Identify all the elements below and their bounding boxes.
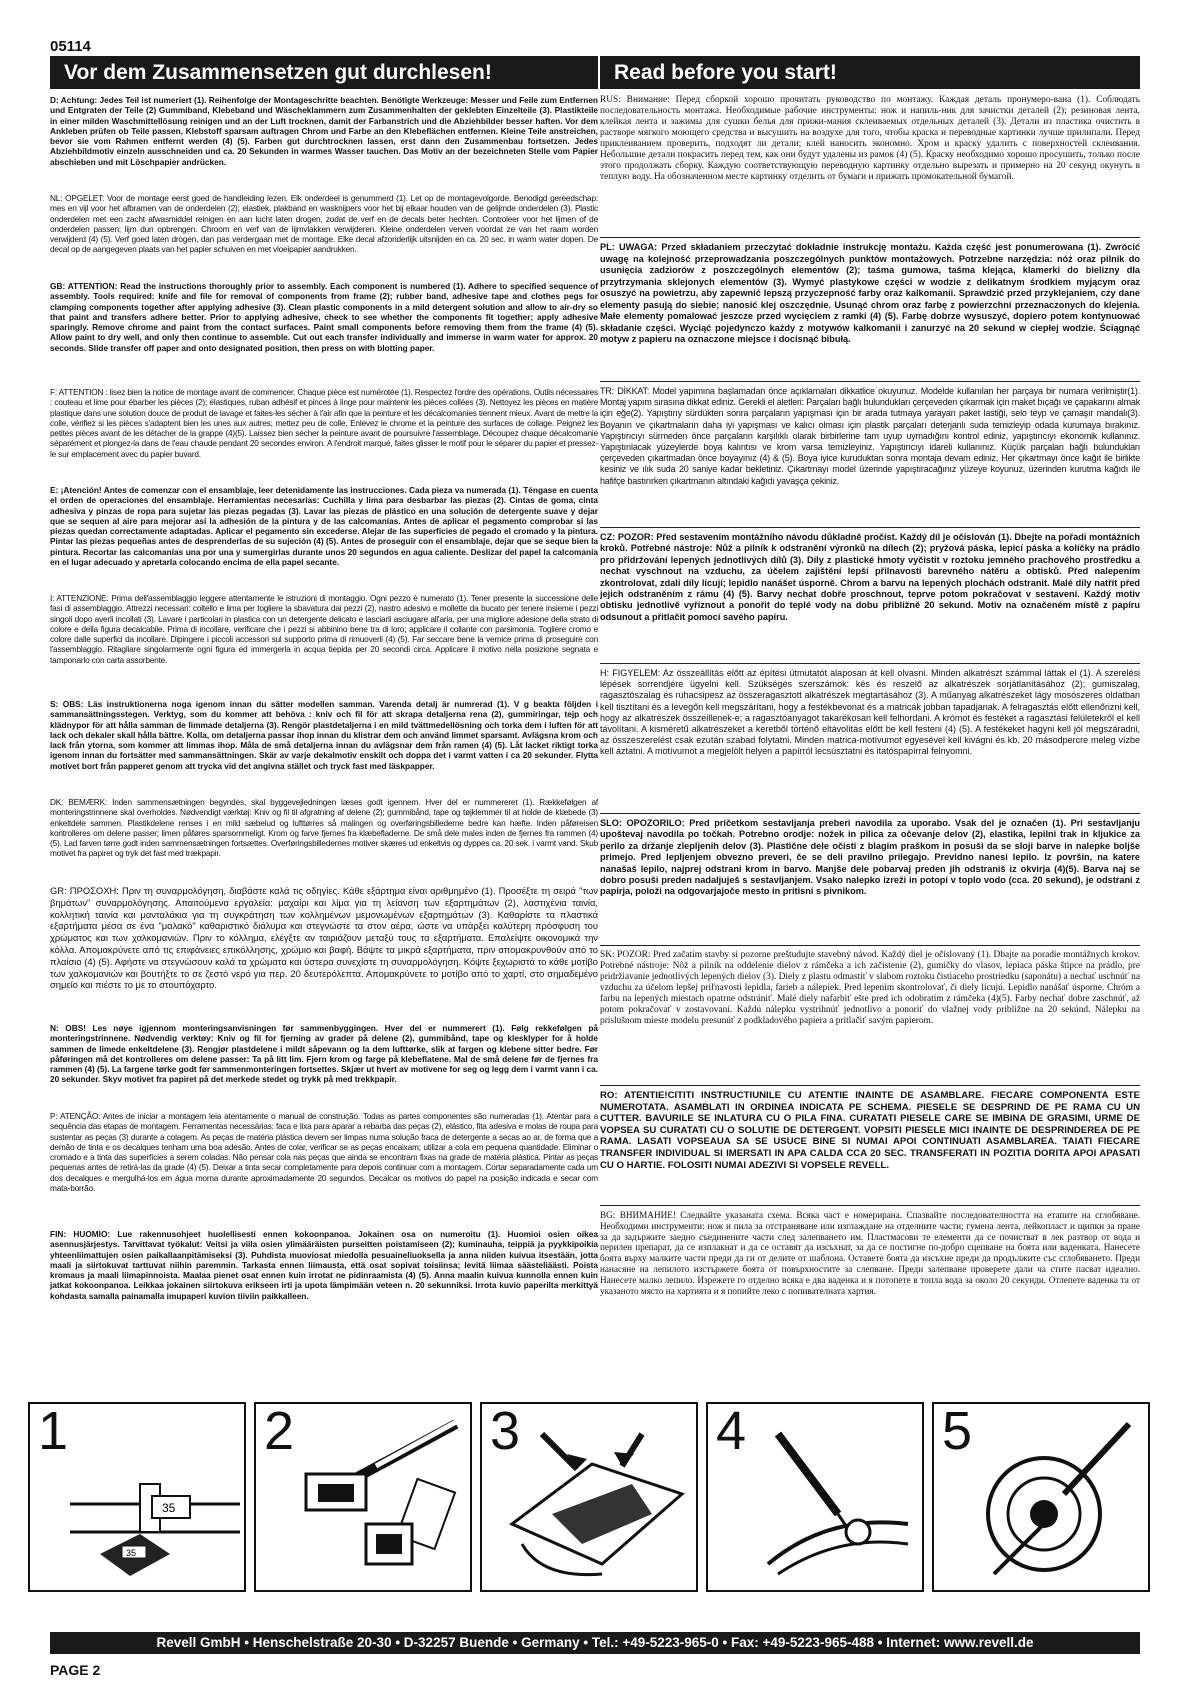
instruction-sk: SK: POZOR: Pred začatím stavby si pozorne preštudujte stavebný návod. Každý diel je očíslovaný (1). Dbajte na poradie montážnych krokov. Potrebné nástroje: Nôž a pilník na oddelenie dielov z rámčeka a ich začistenie (2), gumičky do vlasov, lepiaca páska štipce na prádlo, pre pridržiavanie jednotlivých lepených dielov (3). Diely z plastu odmastiť v slabom roztoku čistiaceho prostriedku (saponátu) a nechať uschnúť na vzduchu za účelom lepšej priľnavosti lepidla, farieb a nálepiek. Pred lepením skontrolovať, či diely lícujú. Lepidlo nanášať úsporne. Chróm a farbu na lepených miestach opatrne odstrániť. Malé diely nafarbiť ešte pred ich odobratím z rámčeka (4)(5). Farby nechať dobre zaschnúť, až potom pokračovať v zostavovaní. Každú nálepku vystrihnúť jednotlivo a ponoriť do vlažnej vody približne na 20 sekúnd. Nálepku na príslušnom mieste modelu presunúť z podkladového papiera a pritlačiť savým papierom. xyxy=(600,945,1140,1084)
instruction-it: I: ATTENZIONE: Prima dell'assemblaggio leggere attentamente le istruzioni di montaggio. Ogni pezzo è numerato (1). Tener presente la successione delle fasi di assemblaggio. Attrezzi necessari: coltello e lima per togliere la sbavatura dai pezzi (2), nastro adesivo e mollette da bucato per tenere insieme i pezzi singoli dopo averli incollati (3). Lavare i particolari in plastica con un detergente delicato e lasciarli asciugare all'aria, per una migliore adesione della strato di colore e della figura decalcabile. Prima di incollare, verificare che i pezzi si abbinino bene tra di loro; applicare il collante con parsimonia. Togliere cromo e colore dalle superfici da incollare. Dipingere i piccoli accessori sul supporto prima di rimuoverli (4) (5). Far seccare bene la vernice prima di proseguire con l'assemblaggio. Ritagliare singolarmente ogni figura ed immergerla in acqua tiepida per 20 secondi circa. Applicare il motivo nella posizione segnata e tamponarlo con carta assorbente. xyxy=(50,593,598,665)
header-banner-english: Read before you start! xyxy=(600,56,1140,89)
instruction-bg: BG: ВНИМАНИЕ! Следвайте указаната схема. Всяка част е номерирана. Спазвайте последователността на етапите на сглобяване. Необходими инструменти: нож и пила за отстраняване или изглаждане на отделните части; гумена лента, лейкопласт и щипки за пране за да задържите заедно съединените части след залепването им. Пластмасови те елементи да се почистват в лек разтвор от вода и перилен препарат, да се изплакнат и да се оставят да изсъхнат, за да се постигне по-добро сцепване на боята или ваденката. Нанесете боята върху малките части преди да ги от делите от шаблона. Оставете боята да изсъхне преди да продължите със сглобяването. Преди нанасяне на лепилото изстържете боята от повърхностите за слепване. Преди залепване проверете дали ча стите пасват идеално. Нанесете малко лепило. Изрежете го отделно всяка е два ваденка и я потопете в топла вода за около 20 секунди. Отлепете ваденка та от указаното място на хартията и я попийте леко с попивателната хартия. xyxy=(600,1205,1140,1360)
step-5-panel xyxy=(932,1402,1150,1592)
header-banner-german: Vor dem Zusammensetzen gut durchlesen! xyxy=(50,56,598,89)
footer-contact-bar: Revell GmbH • Henschelstraße 20-30 • D-32257 Buende • Germany • Tel.: +49-5223-965-0 • Fax: +49-5223-965-488 • Internet: www.revell.de xyxy=(50,1632,1140,1654)
instruction-cz: CZ: POZOR: Před sestavením montážního návodu důkladně pročíst. Každý díl je očíslován (1). Dbejte na pořadí montážních kroků. Potřebné nástroje: Nůž a pilník k odstranění výronků na dílech (2); pryžová páska, lepicí páska a kolíčky na prádlo pro přidržování lepených jednotlivých dílů (3). Díly z plastické hmoty vyčistit v roztoku jemného prachového prostředku a nechat vyschnout na vzduchu, za účelem zajištění lepší přilnavosti barevného nátěru a obtisků. Před nalepením zkontrolovat, zdali díly lícují; lepidlo nanášet úsporně. Chrom a barvu na lepených plochách odstranit. Malé díly natřít před jejich odstraněním z rámu (4) (5). Barvy nechat dobře proschnout, teprve potom pokračovat v sestavení. Každý motiv obtisku jednotlivě vyříznout a ponořit do teplé vody na dobu přibližně 20 sekund. Motiv na označeném místě z papíru odsunout a přitlačit pomocí savého papíru. xyxy=(600,527,1140,662)
instruction-pt: P: ATENÇÃO: Antes de iniciar a montagem leia atentamente o manual de construção. Todas as partes componentes são numeradas (1). Atentar para a sequência das etapas de montagem. Ferramentas necessárias: faca e lixa para aparar a rebarba das peças (2), elástico, fita adesiva e molas de roupa para sustentar as peças (3) durante a colagem. As peças de matéria plástica devem ser limpas numa solução fraca de detergente a secas ao ar, de forma que a demão de tinta e os decalques tenham uma boa adesão. Antes de colar, verificar se as peças encaixam; utilizar a cola em pequena quantidade. Eliminar o cromado e a tinta das superfícies a serem coladas. Não pensar cola nas peças que ainda se encontram fixas na grade de matéria plástica. Pintar as peças pequenas antes de retirá-las da grade (4) (5). Deixar a tinta secar completamente para depois continuar com a montagem. Cortar separadamente cada um dos decalques e mergulhá-los em água morna durante aproximadamente 20 segundos. Decalcar os motivos do papel na posição indicada e secar com mata-borrão. xyxy=(50,1111,598,1194)
instruction-es: E: ¡Atención! Antes de comenzar con el ensamblaje, leer detenidamente las instrucciones. Cada pieza va numerada (1). Téngase en cuenta el orden de operaciones del ensamblaje. Herramientas necesarias: Cuchilla y lima para desbarbar las piezas (2). Cintas de goma, cinta adhesiva y pinzas de ropa para sujetar las piezas pegadas (3). Lavar las piezas de plástico en una solución de detergente suave y dejar que se sequen al aire para mejorar así la adhesión de la pintura y de las calcomanías. Antes de aplicar el pegamento comprobar si las piezas quedan correctamente adaptadas. Aplicar el pegamento sin excederse. Alejar de las superficies de pegado el cromado y la pintura. Pintar las piezas pequeñas antes de desprenderlas de su sujeción (4) (5). Antes de proseguir con el ensamblaje, dejar que se seque bien la pintura. Recortar las calcomanías una por una y sumergirlas durante unos 20 segundos en agua caliente. Deslizar del papel la calcomanía en el lugar adecuado y apretarla colocando encima de ella papel secante. xyxy=(50,485,598,568)
assembly-steps-illustrations xyxy=(28,1402,1158,1702)
step-number: 1 xyxy=(38,1401,69,1461)
step-1-panel xyxy=(28,1402,246,1592)
step-2-panel xyxy=(254,1402,472,1592)
instruction-hu: H: FIGYELEM: Az összeállítás előtt az építési útmutatót alaposan át kell olvasni. Minden alkatrészt számmal láttak el (1). A szerelési lépések sorrendjére ügyelni kell. Szükséges szerszámok: kés és reszelő az alkatrészek sorjátlanításához (2); gumiszalag, ragasztószalag és ruhacsipesz az összeragasztott alkatrészek megtartásához (3). A műanyag alkatrészeket lágy mosószeres oldatban kell tisztítani és a levegőn kell megszárítani, hogy a festékbevonat és a matricák jobban tapadjanak. A felragasztás előtt ellenőrizni kell, hogy az alkatrészek összeillenek-e; a ragasztóanyagot takarékosan kell felhordani. A krómot és festéket a ragasztási felületekről el kell távolítani. A kisméretű alkatrészeket a keretből történő eltávolítás előtt be kell festeni (4) (5). A festékeket hagyni kell jól megszáradni, az összeszerelést csak ezután szabad folytatni. Minden matrica-motívumot egyesével kell kivágni és kb. 20 másodpercre meleg vízbe kell áztatni. A motívumot a megjelölt helyen a papírról lecsúsztatni és itatóspapírral felnyomni. xyxy=(600,663,1140,812)
svg-text:35: 35 xyxy=(162,1501,176,1515)
step-number: 2 xyxy=(264,1401,295,1461)
instruction-slo: SLO: OPOZORILO: Pred pričetkom sestavljanja preberi navodila za uporabo. Vsak del je označen (1). Pri sestavljanju upoštevaj navodila po točkah. Potrebno orodje: nožek in pilica za očevanje delov (2), elastika, lepilni trak in kljukice za perilo za držanje zlepljenih delov (3). Plastične dele očisti z blagim praškom in posuši da se sloji barve in nalepke boljše primejo. Pred lepljenjem obvezno preveri, če se deli pravilno prilegajo. Previdno nanesi lepilo. Iz površin, na katere nanašaš lepilo, najprej odstrani krom in barvo. Manjše dele pobarvaj preden jih odstraniš iz okvirja (4)(5). Barva naj se dobro posuši preden nadaljuješ s sestavljanjem. Vsako nalepko izreži in potopi v toplo vodo (cca. 20 sekund), je odstrani z papirja, položi na odgovarjajoče mesto in pritisni s pivnikom. xyxy=(600,813,1140,944)
document-code: 05114 xyxy=(50,38,91,55)
step-3-panel xyxy=(480,1402,698,1592)
instruction-de: D: Achtung: Jedes Teil ist numeriert (1). Reihenfolge der Montageschritte beachten. Benötigte Werkzeuge: Messer und Feile zum Entfernen und Entgraten der Teile (2) Gummiband, Klebeband und Wäscheklammern zum Zusammenhalten der geklebten Einzelteile (3). Plastikteile in einer milden Waschmittellösung reinigen und an der Luft trocknen, damit der Farbanstrich und die Abziehbilder besser haften. Vor dem Ankleben prüfen ob Teile passen, Klebstoff sparsam auftragen Chrom und Farbe an den Klebeflächen entfernen. Kleine Teile anstreichen, bevor sie vom Rahmen entfernt werden (4) (5). Farben gut durchtrocknen lassen, erst dann den Zusammenbau fortsetzen. Jedes Abziehbildmotiv einzeln ausschneiden und ca. 20 Sekunden in warmes Wasser tauchen. Das Motiv an der bezeichneten Stelle vom Papier abschieben und mit Löschpapier andrücken. xyxy=(50,95,598,167)
instruction-tr: TR: DİKKAT: Model yapımına başlamadan önce açıklamaları dikkatlice okuyunuz. Modelde kullanılan her parçaya bir numara verilmiştir(1). Montaj yapım sırasına dikkat ediniz. Gerekli el aletleri: Parçaları bağlı bulundukları çerçeveden çıkarmak için maket bıçağı ve çapakarını almak için eğe(2). Yapıştırıy sürdükten sonra parçaların yapışması için bir arada tutmaya yarayan paket lastiği, selo teyp ve çamaşır mandalı(3). Boyanın ve çıkartmaların daha iyi yapışması ve kalıcı olması için plastik parçaları deterjanlı suda temizleyip odada kurumaya bırakınız. Yapıştırıcıyı sürmeden önce parçaların karşılıklı olarak birbirlerine tam uyup uymadığını kontrol ediniz, yapıştırıcıyı ekonomik kullanınız. Yapıştırılacak yüzeylerde boya kalıntısı ve krom varsa temizleyiniz. Yapıştırıcıyı idareli kullanınız. Küçük parçaları bağlı bulundukları çerçeveden çıkartmadan önce boyayınız (4) & (5). Boya iyice kuruduktan sonra montaja devam ediniz. Her çıkartmayı önce kağıt ile birlikte kesiniz ve ılık suda 20 saniye kadar bekletiniz. Çıkartmayı model üzerinde yapıştıracağınız yüzeye koyunuz, üzerinden kurutma kağıdı ile hafifçe bastırırken çıkartmanın altındaki kağıdı yavaşça çekiniz. xyxy=(600,381,1140,526)
instruction-gr: GR: ΠΡΟΣΟΧΗ: Πριν τη συναρμολόγηση, διαβάστε καλά τις οδηγίες. Κάθε εξάρτημα είναι αριθμημένο (1). Προσέξτε τη σειρά "των βημάτων" συναρμολόγησης. Απαιτούμενα εργαλεία: μαχαίρι και λίμα για τη λείανση των εξαρτημάτων (2), λαστιχένια ταινία, κολλητική ταινία και μανταλάκια για τη συγκράτηση των κολλημένων μεμονωμένων εξαρτημάτων (3). Καθαρίστε τα πλαστικά εξαρτήματα μέσα σε ένα "μαλακό" καθαριστικό διάλυμα και στεγνώστε τα στον αέρα, ώστε να υπάρξει καλύτερη πρόσφυση του χρώματος και των χαλκομανιών. Πριν το κόλλημα, ελέγξτε αν ταιριάζουν μεταξύ τους τα εξαρτήματα. Επαλείψτε οικονομικά την κόλλα. Απομακρύνετε από τις επιφάνειες επικόλλησης, χρώμιο και βαφή. Βάψτε τα μικρά εξαρτήματα, πριν απομακρυνθούν από το πλαίσιο (4) (5). Αφήστε να στεγνώσουν καλά τα χρώματα και ύστερα συνεχίστε τη συναρμολόγηση. Κόψτε ξεχωριστά το κάθε μοτίβο των χαλκομανιών και βουτήξτε το σε ζεστό νερό για περ. 20 δευτερόλεπτα. Απομακρύνετε το μοτίβο από το χαρτί, στο σημαδεμένο σημείο και πιέστε το με το στουπόχαρτο. xyxy=(50,885,598,991)
instruction-ru: RUS: Внимание: Перед сборкой хорошо прочитать руководство по монтажу. Каждая деталь пронумеро-вана (1). Соблюдать последовательность монтажа. Необходимые рабочие инструменты: нож и напиль-ник для зачистки деталей (2); резиновая лента, клейкая лента и зажимы для сушки белья для прижи-мания склеиваемых отдельных деталей (3). Детали из пластика очистить в растворе мягкого моющего средства и высушить на воздухе для того, чтобы краска и переводные картинки лучше прилипали. Перед приклеиванием проверить, подходят ли детали; клей наносить экономно. Хром и краску удалить с поверхностей склеивания. Небольшие детали покрасить перед тем, как они будут удалены из рамок (4) (5). Краску необходимо хорошо просушить, только после этого продолжать сборку. Каждую соответствующую переводную картинку отдельно вырезать и примерно на 20 секунд окунуть в теплую воду. На обозначенном месте картинку отделить от бумаги и прижать промокательной бумагой. xyxy=(600,95,1140,182)
instruction-gb: GB: ATTENTION: Read the instructions thoroughly prior to assembly. Each component is numbered (1). Adhere to specified sequence of assembly. Tools required: knife and file for removal of components from frame (2); rubber band, adhesive tape and clothes pegs for clamping components together after applying adhesive (3). Clean plastic components in a mild detergent solution and allow to air-dry so that paint and transfers adhere better. Prior to applying adhesive, check to see whether the components fit together; apply adhesive sparingly. Remove chrome and paint from the contact surfaces. Paint small components before removing them from the frame (4) (5). Allow paint to dry well, and only then continue to assemble. Cut out each transfer individually and immerse in warm water for approx. 20 seconds. Slide transfer off paper and onto designated position, then press on with blotting paper. xyxy=(50,281,598,353)
instruction-dk: DK: BEMÆRK: Inden sammensætningen begyndes, skal byggevejledningen læses godt igennem. Hver del er nummereret (1). Rækkefølgen af monteringstrinnene skal overholdes. Nødvendigt værktøj: Kniv og fil til afgratning af delene (2); gummibånd, tape og tøjklemmer til at holde de klæbede (3) enkeltdele sammen. Plastikdelene renses i en mild sæbelud og lufttørres så malingen og overføringsbillederne bedre kan hæfte. Inden påføreisen kontrolleres om delene passer; limen påføres sparsommeligt. Krom og farve fjernes fra klæbefladerne. De små dele males inden de fjernes fra rammen (4) (5). Lad farven tørre godt inden sammensætningen fortsættes. Overføringsbilledernes motiver skæres ud enkeltvis og dyppes ca. 20 sek. i varmt vand. Skub motivet fra papiret og tryk det fast med trækpapir. xyxy=(50,797,598,859)
step-number: 3 xyxy=(490,1401,521,1461)
instruction-pl: PL: UWAGA: Przed składaniem przeczytać dokładnie instrukcję montażu. Każda część jest ponumerowana (1). Zwrócić uwagę na kolejność przeprowadzania poszczególnych punktów montażowych. Potrzebne narzędzia: nóż oraz pilnik do usunięcia zadziorów z poszczególnych elementów (2); taśma gumowa, taśma klejąca, klamerki do bielizny dla przytrzymania sklejonych elementów (3). Wymyć plastykowe części w wodzie z delikatnym środkiem myjącym oraz osuszyć na powietrzu, aby zapewnić lepszą przyczepność farby oraz kalkomanii. Sprawdzić przed przyklejaniem, czy dane elementy pasują do siebie; nanosić klej oszczędnie. Usunąć chrom oraz farbę z powierzchni przeznaczonych do klejenia. Małe elementy pomalować jeszcze przed wycięciem z ramki (4) (5). Farbę dobrze wysuszyć, dopiero potem kontynuować składanie części. Wyciąć pojedynczo każdy z motywów kalkomanii i zanurzyć na 20 sekund w ciepłej wodzie. Ściągnąć motyw z papieru na oznaczone miejsce i docisnąć bibułą. xyxy=(600,237,1140,380)
instruction-fr: F: ATTENTION : lisez bien la notice de montage avant de commencer. Chaque pièce est numérotée (1). Respectez l'ordre des opérations. Outils nécessaires : couteau et lime pour ébarber les pièces (2); élastiques, ruban adhésif et pinces à linge pour maintenir les pièces collées (3). Nettoyez les pièces en matière plastique dans une solution douce de produit de lavage et faites-les sécher à l'air afin que la peinture et les décalcomanies tiennent mieux. Avant de mettre la colle, vérifiez si les pièces s'adaptent bien les unes aux autres; mettez peu de colle. Enlevez le chrome et la peinture des surfaces de collage. Peignez les petites pièces avant de les détacher de la grappe (4)(5). Laissez bien sécher la peinture avant de poursuivre l'assemblage. Découpez chaque décalcomanie séparément et plongez-la dans de l'eau chaude pendant 20 secondes environ. A l'endroit marqué, faites glisser le motif pour le séparer du papier et pressez-le sur emplacement avec du papier buvard. xyxy=(50,387,598,459)
instruction-ro: RO: ATENTIE!CITITI INSTRUCTIUNILE CU ATENTIE INAINTE DE ASAMBLARE. FIECARE COMPONENTA ESTE NUMEROTATA. ASAMBLATI IN ORDINEA INDICATA PE SCHEMA. PIESELE SE DESPRIND DE PE RAMA CU UN CUTTER. BAVURILE SE INLATURA CU O PILA FINA. CURATATI PIESELE CARE SE IMBINA DE GRASIMI, URME DE VOPSEA SU CURATATI CU O SOLUTIE DE DETERGENT. VOPSITI PIESELE MICI INAINTE DE DESPRINDEREA DE PE RAMA. LASATI VOPSEAUA SA SE USUCE BINE SI NUMAI APOI CONTINUATI ASAMBLAREA. TAIATI FIECARE TRANSFER INDIVIDUAL SI IMERSATI IN APA CALDA CCA 20 SEC. TRANSFERATI IN POZITIA DORITA APOI APASATI CU O HARTIE. FOLOSITI NUMAI ADEZIVI SI VOPSELE REVELL. xyxy=(600,1085,1140,1204)
instruction-nl: NL: OPGELET: Voor de montage eerst goed de handleiding lezen. Elk onderdeel is genummerd (1). Let op de montagevolgorde. Benodigd gereedschap: mes en vijl voor het afbramen van de onderdelen (2); elastiek, plakband en wasknijpers voor het bij elkaar houden van de gelijmde onderdelen (3). Plastic onderdelen met een zacht afwasmiddel reinigen en aan lucht laten drogen, zodat de verf en de decals beter hechten. Controleer voor het lijmen of de onderdelen passen; lijm dun opbrengen. Chroom en verf van de lijmvlakken verwijderen. Kleine onderdelen verven voordat ze van het raam worden verwijderd (4) (5). Verf goed laten drogen, dan pas verdergaan met de montage. Elke decal afzonderlijk uitsnijden en ca. 20 sec. in warm water dopen. De decal op de aangegeven plaats van het papier schuiven en met vloeipapier aandrukken. xyxy=(50,193,598,255)
step-number: 4 xyxy=(716,1401,747,1461)
step-4-panel xyxy=(706,1402,924,1592)
instruction-fi: FIN: HUOMIO: Lue rakennusohjeet huolellisesti ennen kokoonpanoa. Jokainen osa on numeroitu (1). Huomioi osien oikea asennusjärjestys. Tarvittavat työkalut: Veitsi ja viila osien ylimääräisten purseitten poistamiseen (2); kuminauha, teippiä ja pyykkipoikia yhteenliimattujen osien paikallaanpitämiseksi (3). Puhdista muoviosat miedolla pesuaineliuoksella ja anna niiden kuivua itsestään, jotta maali ja siirtokuvat tarttuvat niihin paremmin. Tarkasta ennen liimausta, että osat sopivat toisiinsa; levitä liimaa säästeliäästi. Poista kromaus ja maali liimapinnoista. Maalaa pienet osat ennen kuin irrotat ne pidinraamista (4) (5). Anna maalin kuivua kunnolla ennen kuin jatkat kokoonpanoa. Leikkaa jokainen siirtokuva erikseen irti ja upota lämpimään veteen n. 20 sekunniksi. Irrota kuvio paperilta merkittyä kohdasta samalla painamalla imupaperi kuvion tiiviin paikkalleen. xyxy=(50,1229,598,1301)
instruction-se: S: OBS: Läs instruktionerna noga igenom innan du sätter modellen samman. Varenda detalj är numrerad (1). V g beakta följden i sammansättningsstegen. Verktyg, som du kommer att behöva : kniv och fil för att skrapa detaljerna rena (2), gummiringar, tejp och klädnypor för att hålla samman de limmade detaljerna (3). Rengör plastdetaljerna i en mild tvättmedellösning och torka dem i luften för att lack och dekaler skall hålla bättre. Kolla, om detaljerna passar ihop innan du klistrar dem och använd limmet sparsamt. Avlägsna krom och lack från ytorna, som kommer att limmas ihop. Måla de små detaljerna innan du avlägsnar dem från ramen (4) (5). Låt lacket riktigt torka igenom innan du fortsätter med sammansättningen. Skär av varje dekalmotiv enskilt och doppa det i varmt vatten i ca 20 sekunder. Flytta motivet bort från papperet genom att trycka vid det angivna stället och tryck fast med läskpapper. xyxy=(50,699,598,771)
page-number: PAGE 2 xyxy=(50,1662,101,1678)
instruction-no: N: OBS! Les nøye igjennom monteringsanvisningen før sammenbyggingen. Hver del er nummerert (1). Følg rekkefølgen på monteringstrinnene. Nødvendig verktøy: Kniv og fil for fjerning av grader på delene (2), gummibånd, tape og klesklyper for å holde sammen de limede enkeltdelene (3). Rengjør plastdelene i mildt såpevann og la dem lufttørke, slik at fargen og klebene sitter bedre. Før påføringen må det kontrolleres om delene passer: Ta på litt lim. Fjern krom og farge på klebeflatene. Mal de små delene før de fjernes fra rammen (4) (5). La fargene tørke godt før sammenmonteringen fortsettes. Skjær ut hvert av motivene for seg og legg dem i varmt vann i ca. 20 sekunder. Skyv motivet fra papiret på det merkede stedet og trykk på med trekkpapir. xyxy=(50,1023,598,1085)
svg-text:35: 35 xyxy=(126,1548,137,1558)
step-number: 5 xyxy=(942,1401,973,1461)
